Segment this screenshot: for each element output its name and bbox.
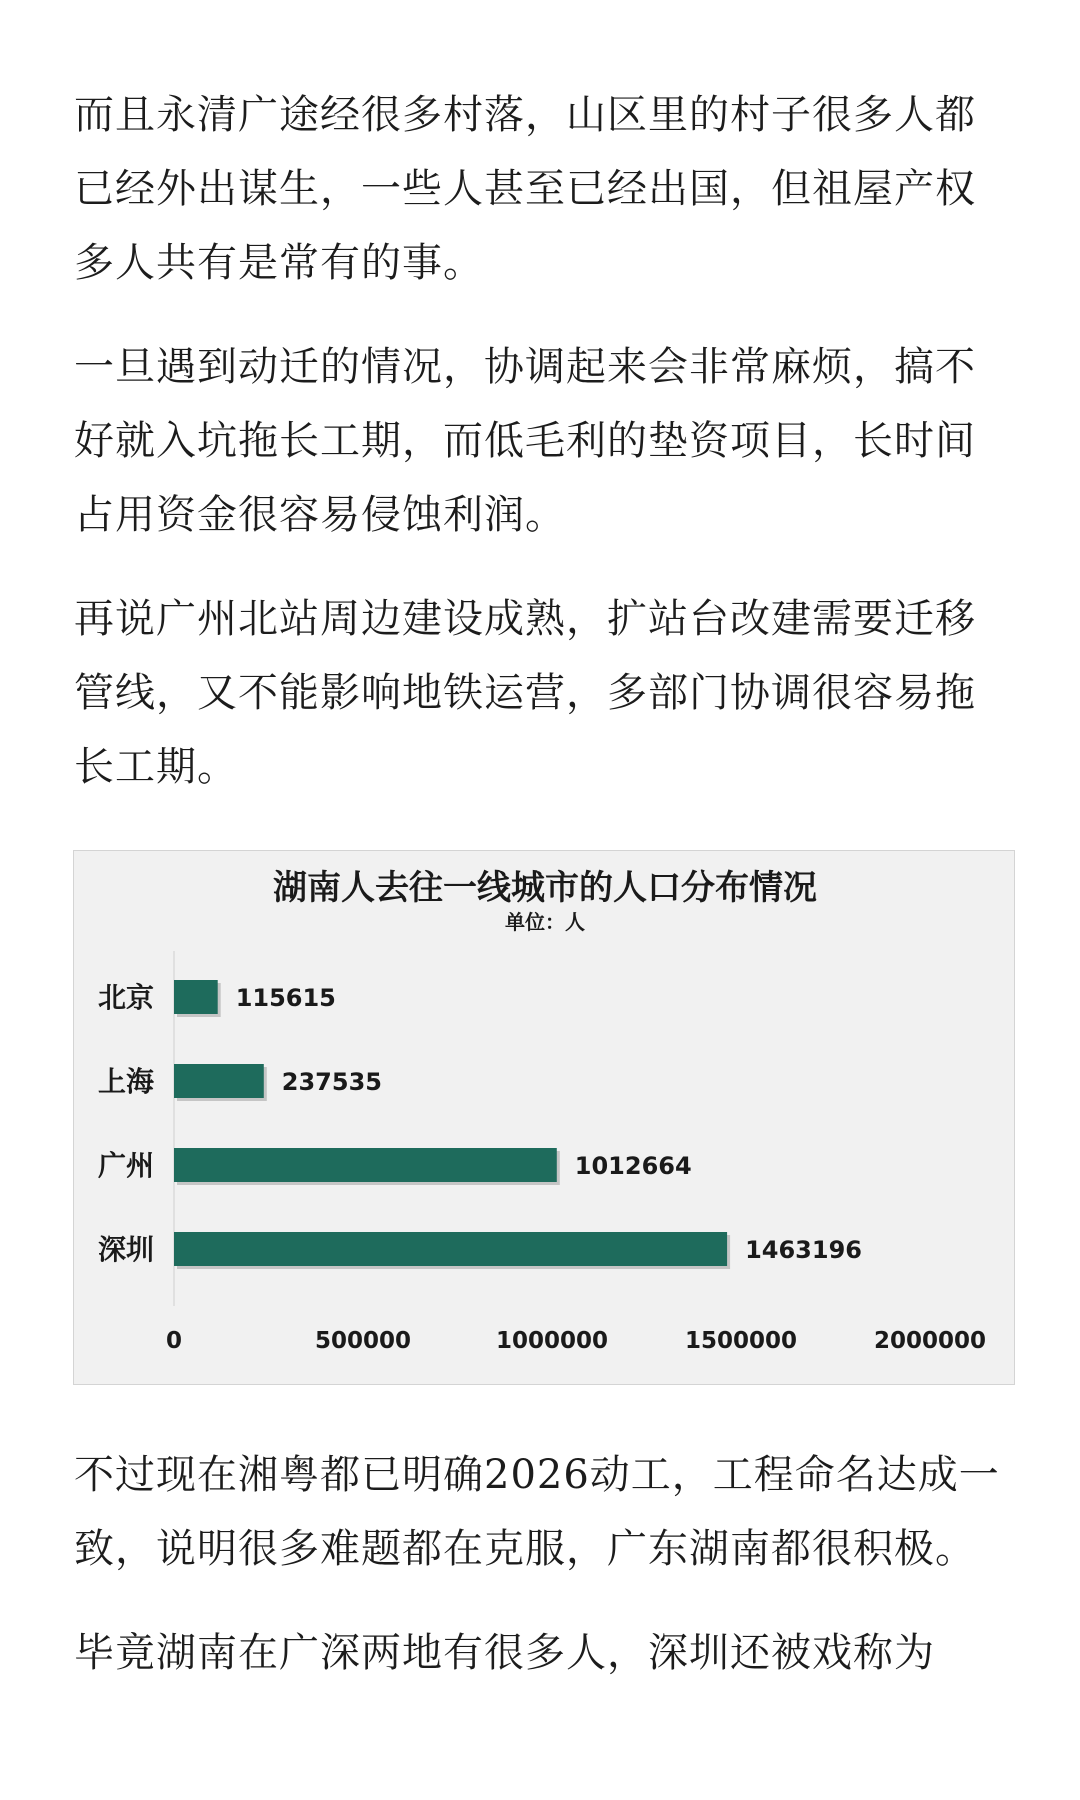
bar-上海 (174, 1064, 264, 1098)
bar-深圳 (174, 1232, 727, 1266)
bar-广州 (174, 1148, 557, 1182)
x-tick-label: 0 (165, 1328, 183, 1354)
data-label: 237535 (281, 1068, 382, 1096)
paragraph-2: 一旦遇到动迁的情况，协调起来会非常麻烦，搞不好就入坑拖长工期，而低毛利的垫资项目，长时间占用资金很容易侵蚀利润。 (74, 344, 976, 538)
paragraph-3: 再说广州北站周边建设成熟，扩站台改建需要迁移管线，又不能影响地铁运营，多部门协调很容易拖长工期。 (74, 596, 976, 790)
x-tick-label: 500000 (314, 1328, 412, 1354)
category-label: 北京 (97, 981, 154, 1014)
x-tick-label: 1000000 (495, 1328, 609, 1354)
data-label: 1463196 (745, 1236, 862, 1264)
data-label: 115615 (235, 984, 336, 1012)
data-label: 1012664 (574, 1152, 692, 1180)
chart-subtitle: 单位：人 (505, 910, 585, 934)
bar-北京 (174, 980, 218, 1014)
x-tick-label: 1500000 (684, 1328, 798, 1354)
paragraph-5: 毕竟湖南在广深两地有很多人，深圳还被戏称为 (74, 1630, 935, 1676)
category-label: 广州 (97, 1149, 154, 1182)
category-label: 深圳 (97, 1233, 154, 1266)
chart-title: 湖南人去往一线城市的人口分布情况 (273, 868, 817, 908)
paragraph-1: 而且永清广途经很多村落，山区里的村子很多人都已经外出谋生，一些人甚至已经出国，但祖屋产权多人共有是常有的事。 (74, 92, 976, 286)
x-tick-label: 2000000 (873, 1328, 987, 1354)
bar-chart (74, 851, 1016, 1386)
paragraph-4: 不过现在湘粤都已明确2026动工，工程命名达成一致，说明很多难题都在克服，广东湖南都很积极。 (74, 1452, 1000, 1572)
category-label: 上海 (97, 1065, 154, 1098)
chart-image (73, 850, 1015, 1385)
